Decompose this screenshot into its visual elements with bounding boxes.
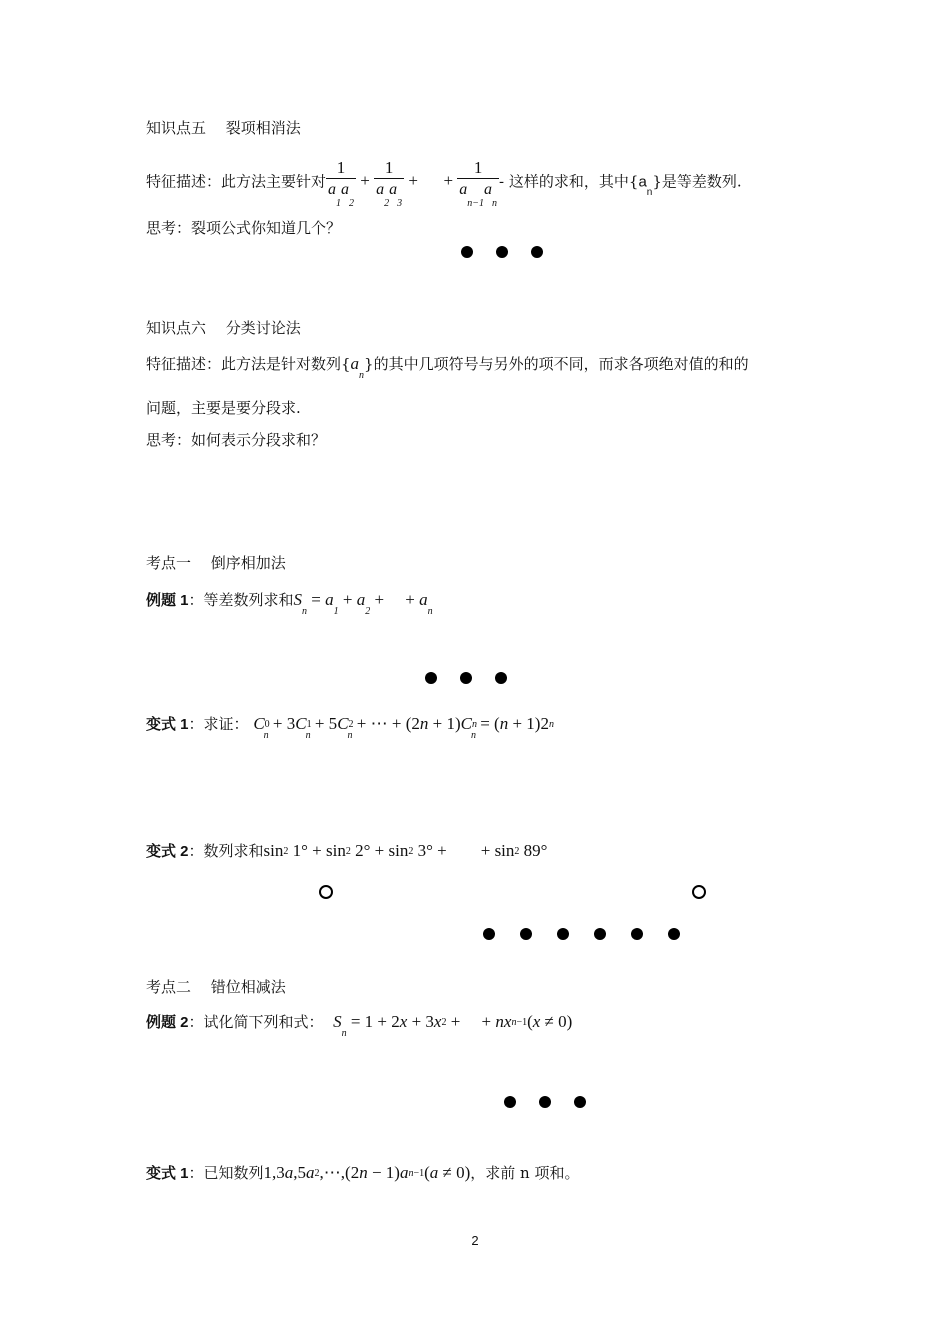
seq-symbol: a xyxy=(638,173,647,191)
section-5-description xyxy=(146,158,742,209)
dot xyxy=(531,246,543,258)
ring-marker xyxy=(692,885,706,899)
seq-an: $a_n$ xyxy=(350,354,365,381)
exam-point-2-title: 考点二 错位相减法 xyxy=(146,978,286,996)
dots-row-2 xyxy=(425,672,507,684)
desc-prefix: 特征描述：此方法是针对数列{ xyxy=(146,355,351,373)
variant-3-text: ：已知数列 xyxy=(188,1164,264,1182)
example-2-label: 例题 2 xyxy=(146,1014,189,1031)
ring-marker xyxy=(319,885,333,899)
desc-end: }是等差数列. xyxy=(652,172,742,191)
variant-2 xyxy=(146,841,547,864)
section-title-6: 知识点六 分类讨论法 xyxy=(146,319,301,337)
dot xyxy=(425,672,437,684)
variant-3-label: 变式 1 xyxy=(146,1165,189,1182)
dot xyxy=(668,928,680,940)
page-number: 2 xyxy=(471,1233,479,1248)
dot xyxy=(483,928,495,940)
variant-3 xyxy=(146,1163,579,1186)
exam-point-1-title: 考点一 倒序相加法 xyxy=(146,554,286,572)
variant-1-text: ：求证： xyxy=(188,715,249,733)
variant-2-label: 变式 2 xyxy=(146,843,189,860)
dot xyxy=(461,246,473,258)
dots-row-3 xyxy=(483,928,680,940)
example-1-text: ：等差数列求和 xyxy=(188,591,294,609)
variant-3-formula: 1,3a,5a2,⋯,(2n − 1)an−1(a ≠ 0) xyxy=(263,1163,471,1182)
variant-1-formula: $C0_n + 3C1_n + 5C2_n$ + ⋯ + $(2n + 1)Cn_n = (n + 1)2n$ xyxy=(253,714,554,741)
dot xyxy=(495,672,507,684)
section-6-think: 思考：如何表示分段求和？ xyxy=(146,431,327,449)
section-5-think: 思考：裂项公式你知道几个？ xyxy=(146,219,342,237)
dot xyxy=(574,1096,586,1108)
example-1 xyxy=(146,590,433,617)
example-1-label: 例题 1 xyxy=(146,592,189,609)
variant-1-label: 变式 1 xyxy=(146,716,189,733)
dots-row-4 xyxy=(504,1096,586,1108)
desc-prefix: 特征描述：此方法主要针对 xyxy=(146,172,327,191)
dot xyxy=(631,928,643,940)
dot xyxy=(539,1096,551,1108)
seq-subscript: n xyxy=(646,187,653,199)
section-title-5: 知识点五 裂项相消法 xyxy=(146,119,301,137)
example-2-text: ：试化简下列和式： xyxy=(188,1013,324,1031)
variant-2-text: ：数列求和 xyxy=(188,842,264,860)
example-1-formula: $S_n = a_1 + a_2$ + + $a_n$ xyxy=(293,590,433,617)
section-6-description xyxy=(146,354,749,381)
example-2 xyxy=(146,1012,573,1039)
dot xyxy=(557,928,569,940)
variant-2-formula: sin2 1° + sin2 2° + sin2 3° + + sin2 89° xyxy=(263,841,548,860)
example-2-formula: $S_n = 1 + 2x + 3x2$ + + nxn−1(x ≠ 0) xyxy=(333,1012,573,1039)
dot xyxy=(460,672,472,684)
dot xyxy=(594,928,606,940)
dot xyxy=(504,1096,516,1108)
desc-suffix: - 这样的求和，其中{ xyxy=(499,172,639,191)
dot xyxy=(496,246,508,258)
desc-suffix: }的其中几项符号与另外的项不同，而求各项绝对值的和的 xyxy=(364,355,749,373)
variant-3-tail: ，求前 n 项和。 xyxy=(470,1164,580,1182)
section-6-description-line2: 问题，主要是要分段求. xyxy=(146,399,301,417)
dots-row-1 xyxy=(461,246,543,258)
telescoping-formula: $\frac{1}{a_1a_2}$ + $\frac{1}{a_2a_3}$ + + $\frac{1}{a_{n-1}a_n}$ xyxy=(328,158,498,209)
dot xyxy=(520,928,532,940)
variant-1 xyxy=(146,714,554,741)
